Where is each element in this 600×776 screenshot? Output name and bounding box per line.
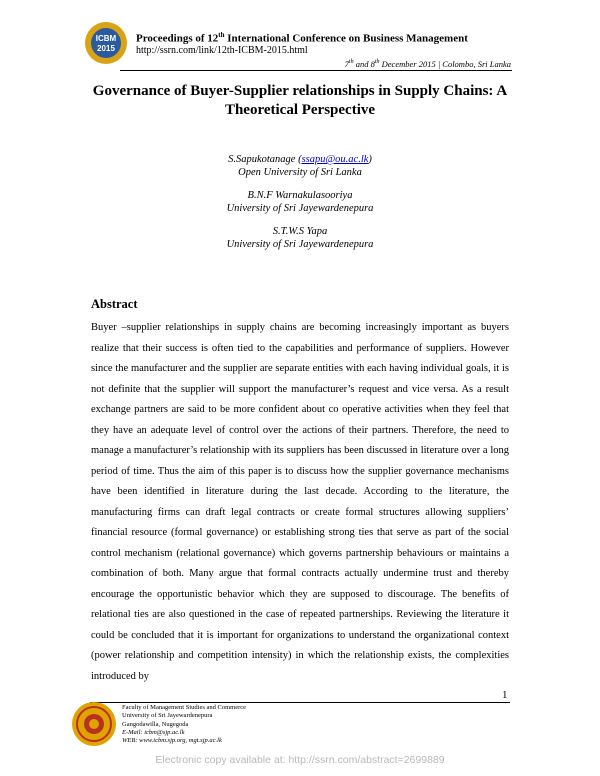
author-affiliation: Open University of Sri Lanka [238,167,362,178]
author-3 [0,225,600,251]
conference-logo [83,20,129,66]
conference-date: 7th and 8th December 2015 | Colombo, Sri Lanka [344,59,511,69]
author-1: S.Sapukotanage (ssapu@ou.ac.lk) Open University of Sri Lanka [0,153,600,179]
author-email-link[interactable]: ssapu@ou.ac.lk [301,154,369,165]
author-list [0,153,600,261]
abstract-heading: Abstract [91,297,138,311]
header-divider [120,70,512,71]
footer-email[interactable]: E-Mail: icbm@sjp.ac.lk [122,728,185,736]
paper-title: Governance of Buyer-Supplier relationships in Supply Chains: A Theoretical Perspective [92,83,508,118]
author-name: S.Sapukotanage ( [228,154,302,165]
conference-url[interactable]: http://ssrn.com/link/12th-ICBM-2015.html [136,45,308,56]
footer-address: Gangodawilla, Nugegoda [122,720,189,728]
footer-contact [122,704,246,745]
author-affiliation: University of Sri Jayewardenepura [226,203,374,214]
footer-divider [90,702,510,703]
footer-web[interactable]: WEB: www.icbm.sjp.org, mgt.sjp.ac.lk [122,737,222,745]
author-name: S.T.W.S Yapa [272,226,328,237]
author-affiliation: University of Sri Jayewardenepura [226,239,374,250]
author-2 [0,189,600,215]
ssrn-watermark[interactable]: Electronic copy available at: http://ssrn.com/abstract=2699889 [155,754,445,766]
footer-university: University of Sri Jayewardenepura [122,712,213,720]
footer-faculty: Faculty of Management Studies and Commerce [122,704,247,711]
svg-text:2015: 2015 [97,44,115,53]
page-number: 1 [502,689,508,701]
svg-text:ICBM: ICBM [95,34,117,43]
abstract-body: Buyer –supplier relationships in supply chains are becoming increasingly important as buyers realize that their success is often tied to the capabilities and performance of suppliers. However since the manufacturer and the supplier are separate entities with each having individual goals, it is not definite that the supplier will support the manufacturer’s request and vice versa. As a result exchange partners are said to be more confident about co operative activities when they feel that they have an adequate level of control over the actions of their partners. Therefore, the need to manage a manufacturer’s relationship with its suppliers has been discussed in literature over a long period of time. Thus the aim of this paper is to discuss how the supplier governance mechanisms have been identified in literature during the last decade. According to the literature, the manufacturing firms can draft legal contracts or create formal structures allowing suppliers’ financial resource (formal governance) or establishing strong ties that serve as part of the social control mechanism (relational governance) which governs partnership behaviours or maintains a combination of both. Many argue that formal contracts actually undermine trust and thereby encourage the opportunistic behavior which they are supposed to discourage. The benefits of relational ties are also questioned in the case of repeated partnerships. Reviewing the literature it could be concluded that it is important for organizations to understand the organizational context (power relationship and competition intensity) in which the relationship exists, the complexities introduced by [91,322,509,682]
conference-title: Proceedings of 12th International Conference on Business Management [136,31,468,45]
author-name: B.N.F Warnakulasooriya [247,190,353,201]
university-seal-icon [70,700,118,748]
